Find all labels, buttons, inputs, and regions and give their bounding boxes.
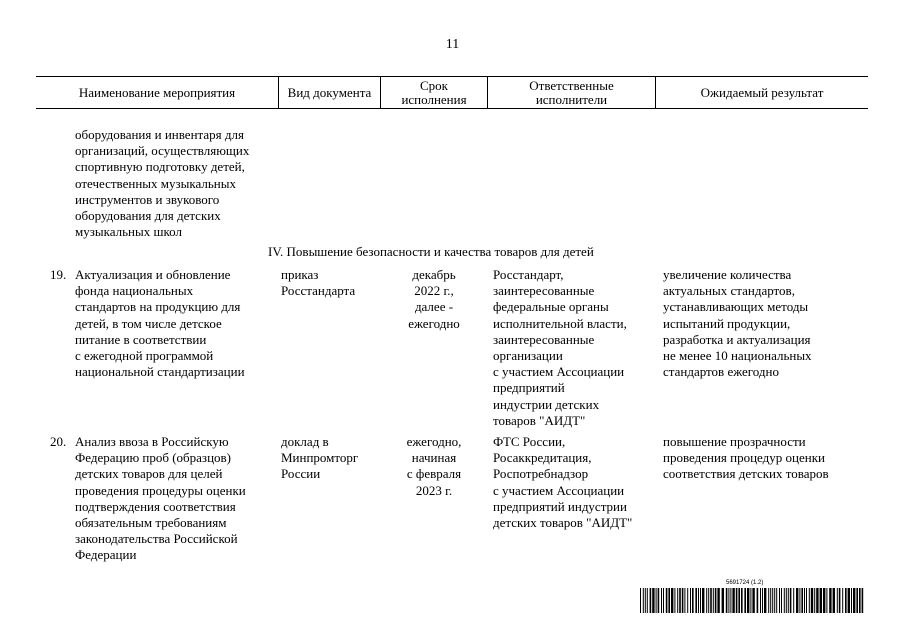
- barcode-bar: [856, 588, 858, 613]
- barcode-bar: [804, 588, 805, 613]
- barcode-bar: [750, 588, 751, 613]
- row-deadline: декабрь 2022 г., далее - ежегодно: [408, 267, 460, 331]
- barcode-bar: [650, 588, 652, 613]
- barcode-bar: [674, 588, 675, 613]
- barcode-bar: [809, 588, 810, 613]
- barcode-bar: [845, 588, 847, 613]
- barcode-bar: [788, 588, 789, 613]
- row-responsible: Росстандарт, заинтересованные федеральные органы исполнительной власти, заинтересованные организации с участием Ассоциации предприятий индустрии детских товаров "АИДТ": [493, 267, 627, 428]
- row-expected-result: повышение прозрачности проведения процедур оценки соответствия детских товаров: [663, 434, 829, 482]
- row-document-type: доклад в Минпромторг России: [281, 434, 359, 482]
- barcode-bar: [772, 588, 773, 613]
- barcode-bar: [738, 588, 740, 613]
- barcode-bar: [776, 588, 777, 613]
- barcode-bar: [774, 588, 775, 613]
- barcode-bar: [862, 588, 864, 613]
- barcode-bar: [692, 588, 694, 613]
- row-event-name: Анализ ввоза в Российскую Федерацию проб (образцов) детских товаров для целей проведения процедуры оценки подтверждения соответствия обязательным требованиям законодательства Российской Федерации: [75, 434, 246, 563]
- barcode-bar: [668, 588, 670, 613]
- header-document-type: Вид документа: [287, 84, 372, 100]
- barcode-bar: [687, 588, 688, 613]
- barcode-bar: [684, 588, 685, 613]
- header-expected-result: Ожидаемый результат: [700, 84, 824, 100]
- continuation-text: оборудования и инвентаря для организаций, осуществляющих спортивную подготовку детей, отечественных музыкальных инструментов и звукового оборудования для детских музыкальных школ: [75, 127, 250, 240]
- barcode-bar: [643, 588, 644, 613]
- barcode-bar: [706, 588, 707, 613]
- barcode-label: 5691724 (1.2): [726, 580, 764, 586]
- barcode-bar: [757, 588, 759, 613]
- barcode-icon: [640, 588, 865, 613]
- barcode-bar: [842, 588, 843, 613]
- row-responsible: ФТС России, Росаккредитация, Роспотребнадзор с участием Ассоциации предприятий индустрии детских товаров "АИДТ": [493, 434, 633, 531]
- barcode-bar: [770, 588, 771, 613]
- barcode-bar: [826, 588, 827, 613]
- barcode-bar: [682, 588, 684, 613]
- barcode-bar: [744, 588, 746, 613]
- barcode-bar: [799, 588, 800, 613]
- barcode-bar: [700, 588, 701, 613]
- barcode-bar: [801, 588, 803, 613]
- barcode-bar: [726, 588, 728, 613]
- table-header-bottom-rule: [36, 108, 868, 109]
- barcode-bar: [647, 588, 648, 613]
- barcode-bar: [768, 588, 769, 613]
- barcode-bar: [702, 588, 704, 613]
- barcode-bar: [820, 588, 822, 613]
- header-responsible: Ответственные исполнители: [529, 77, 614, 107]
- barcode-bar: [732, 588, 734, 613]
- barcode-bar: [811, 588, 813, 613]
- barcode-bar: [722, 588, 724, 613]
- barcode-bar: [679, 588, 681, 613]
- barcode-bar: [859, 588, 861, 613]
- barcode-bar: [814, 588, 815, 613]
- barcode-bar: [695, 588, 697, 613]
- barcode-bar: [806, 588, 807, 613]
- barcode-bar: [779, 588, 780, 613]
- barcode-bar: [728, 588, 729, 613]
- row-document-type: приказ Росстандарта: [281, 267, 356, 299]
- barcode-bar: [741, 588, 743, 613]
- barcode-bar: [715, 588, 717, 613]
- barcode-bar: [781, 588, 782, 613]
- barcode-bar: [784, 588, 785, 613]
- barcode-bar: [816, 588, 818, 613]
- barcode-bar: [652, 588, 654, 613]
- barcode-bar: [640, 588, 641, 613]
- barcode-bar: [853, 588, 855, 613]
- barcode-bar: [663, 588, 664, 613]
- barcode-bar: [645, 588, 646, 613]
- barcode-bar: [690, 588, 691, 613]
- row-event-name: Актуализация и обновление фонда национальных стандартов на продукцию для детей, в том числе детское питание в соответствии с ежегодной программой национальной стандартизации: [75, 267, 245, 380]
- barcode-bar: [671, 588, 673, 613]
- barcode-bar: [764, 588, 766, 613]
- page-number: 11: [445, 37, 460, 52]
- row-number: 19.: [50, 267, 67, 282]
- barcode-bar: [839, 588, 841, 613]
- barcode-bar: [661, 588, 662, 613]
- barcode-bar: [698, 588, 699, 613]
- barcode-bar: [710, 588, 712, 613]
- barcode-bar: [790, 588, 792, 613]
- section-heading: IV. Повышение безопасности и качества товаров для детей: [268, 244, 594, 259]
- barcode-bar: [656, 588, 657, 613]
- barcode-bar: [747, 588, 749, 613]
- header-deadline: Срок исполнения: [401, 77, 467, 107]
- row-expected-result: увеличение количества актуальных стандартов, устанавливающих методы испытаний продукции, разработка и актуализация не менее 10 национальных стандартов ежегодно: [663, 267, 812, 380]
- barcode-bar: [762, 588, 763, 613]
- barcode-bar: [833, 588, 835, 613]
- barcode-bar: [837, 588, 838, 613]
- row-deadline: ежегодно, начиная с февраля 2023 г.: [406, 434, 462, 498]
- barcode-bar: [677, 588, 678, 613]
- barcode-bar: [752, 588, 754, 613]
- row-number: 20.: [50, 434, 67, 449]
- barcode-bar: [829, 588, 831, 613]
- barcode-bar: [796, 588, 798, 613]
- barcode-bar: [823, 588, 825, 613]
- barcode-bar: [736, 588, 738, 613]
- barcode-bar: [730, 588, 731, 613]
- header-event-name: Наименование мероприятия: [78, 84, 236, 100]
- barcode-bar: [851, 588, 852, 613]
- barcode-bar: [786, 588, 787, 613]
- barcode-bar: [713, 588, 714, 613]
- barcode-bar: [717, 588, 719, 613]
- barcode-bar: [760, 588, 761, 613]
- barcode-bar: [793, 588, 794, 613]
- barcode-bar: [848, 588, 850, 613]
- barcode-bar: [666, 588, 668, 613]
- barcode-bar: [708, 588, 709, 613]
- barcode-bar: [658, 588, 660, 613]
